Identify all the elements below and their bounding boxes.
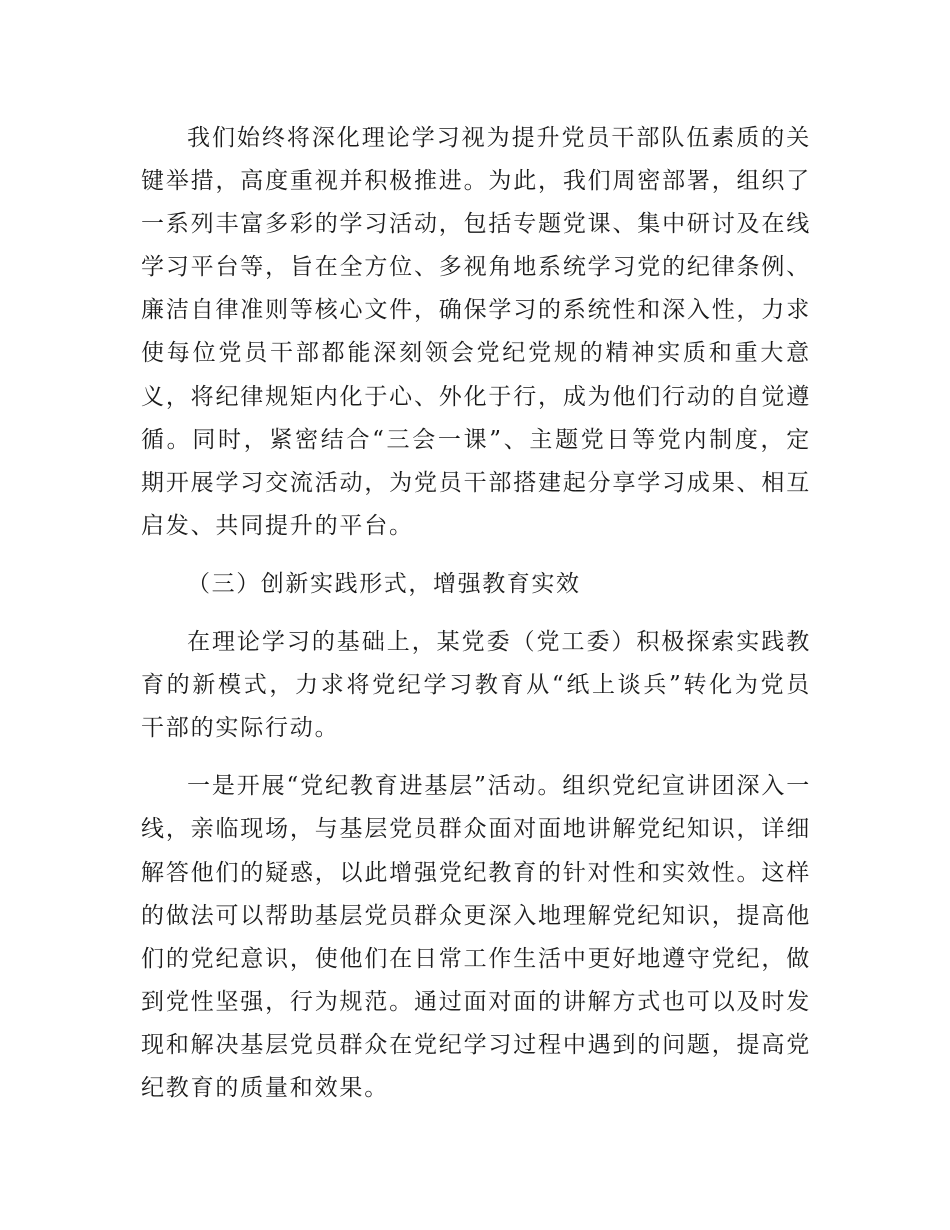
section-heading: （三）创新实践形式，增强教育实效	[187, 570, 581, 597]
paragraph-spacer	[141, 548, 811, 563]
paragraph-spacer	[141, 750, 811, 765]
paragraph-theory-study: 我们始终将深化理论学习视为提升党员干部队伍素质的关键举措，高度重视并积极推进。为此，我们周密部署，组织了一系列丰富多彩的学习活动，包括专题党课、集中研讨及在线学习平台等，旨在全方位、多视角地系统学习党的纪律条例、廉洁自律准则等核心文件，确保学习的系统性和深入性，力求使每位党员干部都能深刻领会党纪党规的精神实质和重大意义，将纪律规矩内化于心、外化于行，成为他们行动的自觉遵循。同时，紧密结合“三会一课”、主题党日等党内制度，定期开展学习交流活动，为党员干部搭建起分享学习成果、相互启发、共同提升的平台。	[141, 125, 811, 539]
paragraph-practice-model: 在理论学习的基础上，某党委（党工委）积极探索实践教育的新模式，力求将党纪学习教育从“纸上谈兵”转化为党员干部的实际行动。	[141, 629, 811, 742]
document-body	[141, 117, 811, 1110]
paragraph-spacer	[141, 606, 811, 621]
paragraph-grassroots-activity: 一是开展“党纪教育进基层”活动。组织党纪宣讲团深入一线，亲临现场，与基层党员群众面对面地讲解党纪知识，详细解答他们的疑惑，以此增强党纪教育的针对性和实效性。这样的做法可以帮助基层党员群众更深入地理解党纪知识，提高他们的党纪意识，使他们在日常工作生活中更好地遵守党纪，做到党性坚强，行为规范。通过面对面的讲解方式也可以及时发现和解决基层党员群众在党纪学习过程中遇到的问题，提高党纪教育的质量和效果。	[141, 773, 811, 1101]
